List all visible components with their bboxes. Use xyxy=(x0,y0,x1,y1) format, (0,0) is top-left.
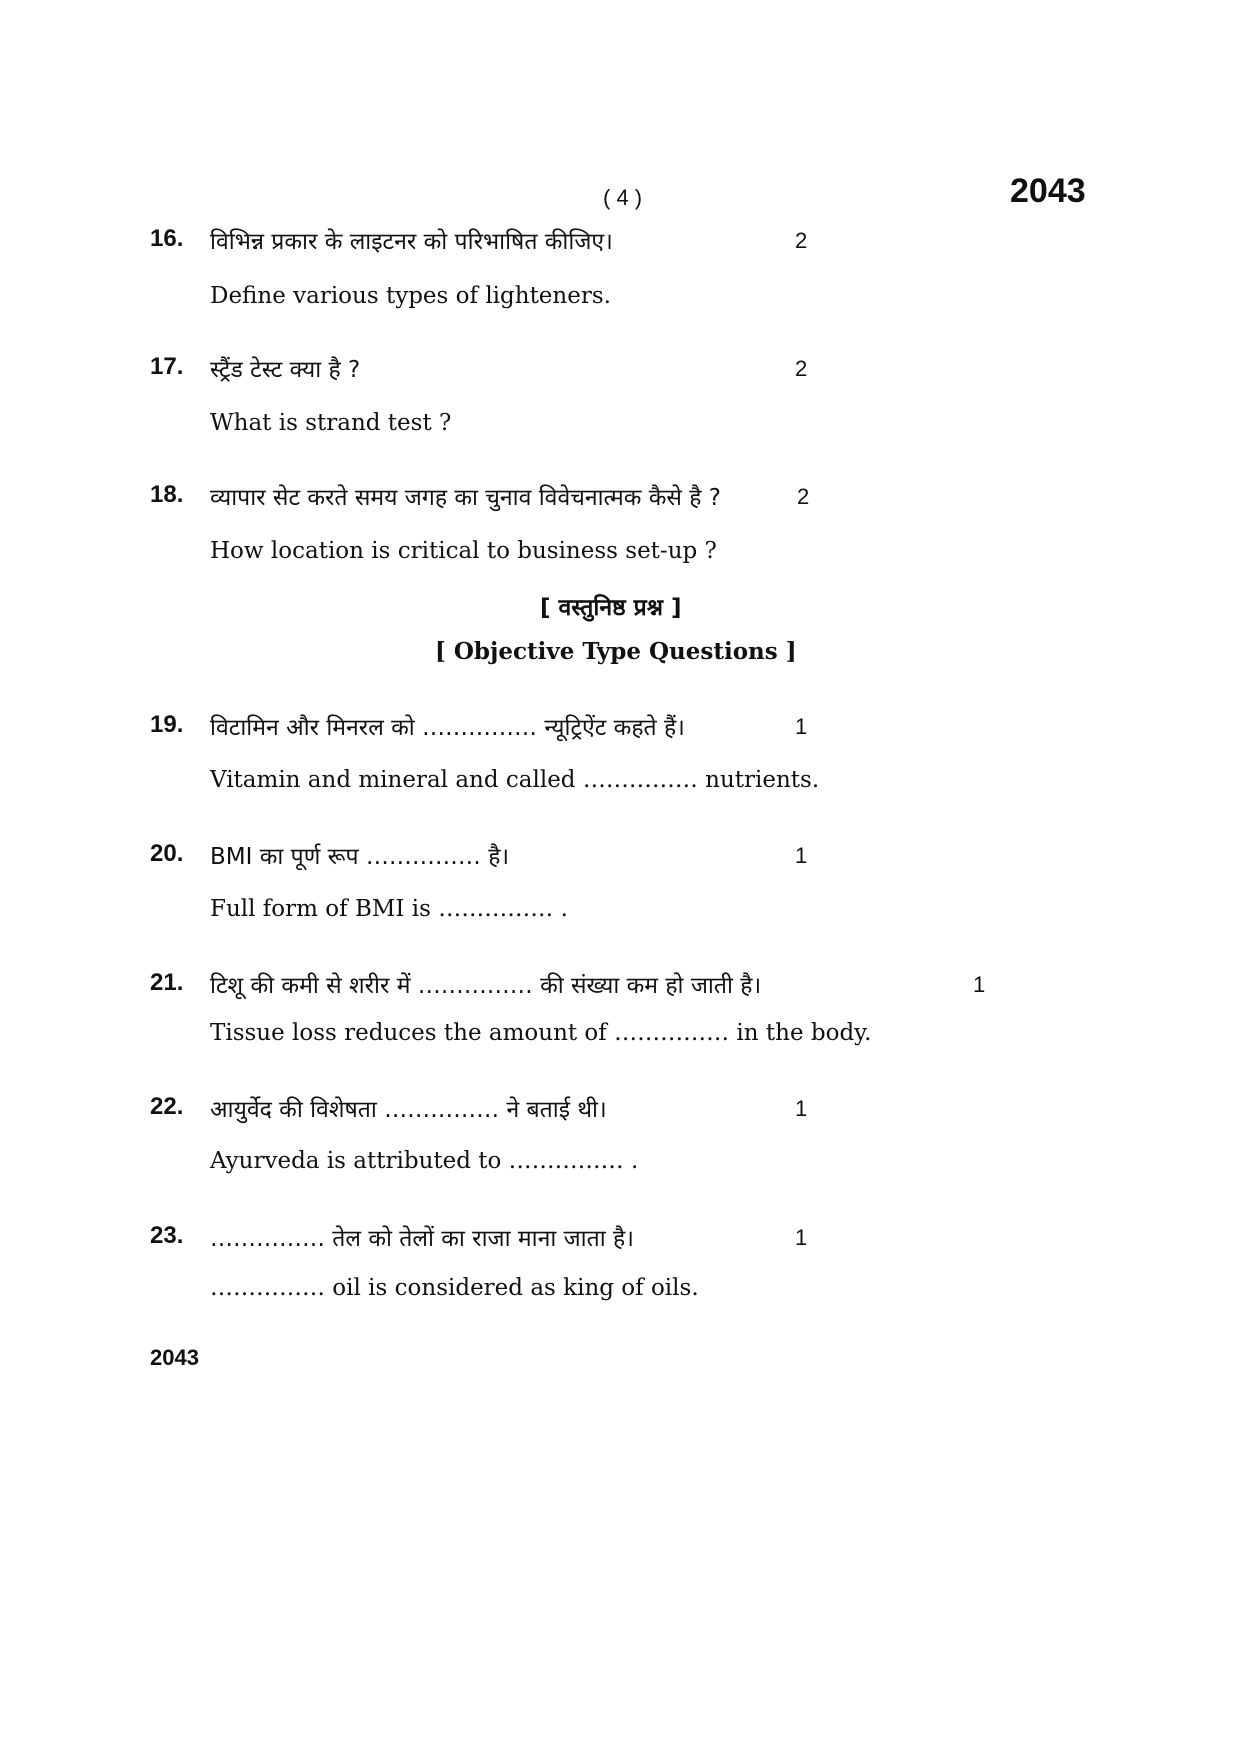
question-marks: 2 xyxy=(795,356,808,381)
paper-code-header: 2043 xyxy=(1010,172,1086,210)
question-text-english: What is strand test ? xyxy=(210,410,452,436)
question-text-hindi: टिशू की कमी से शरीर में …………… की संख्या कम हो जाती है। xyxy=(210,973,762,999)
question-marks: 1 xyxy=(795,714,808,739)
question-text-english: Tissue loss reduces the amount of …………… in the body. xyxy=(210,1020,872,1046)
question-number: 18. xyxy=(150,481,184,508)
section-heading-hindi: [ वस्तुनिष्ठ प्रश्न ] xyxy=(540,595,682,621)
question-text-english: …………… oil is considered as king of oils. xyxy=(210,1275,699,1301)
question-number: 19. xyxy=(150,711,184,738)
question-text-hindi: विटामिन और मिनरल को …………… न्यूट्रिऐंट कहते हैं। xyxy=(210,715,685,741)
question-text-hindi: BMI का पूर्ण रूप …………… है। xyxy=(210,844,510,870)
question-text-hindi: आयुर्वेद की विशेषता …………… ने बताई थी। xyxy=(210,1097,607,1123)
question-marks: 2 xyxy=(797,484,810,509)
question-marks: 1 xyxy=(973,972,986,997)
question-text-hindi: स्ट्रैंड टेस्ट क्या है ? xyxy=(210,357,361,383)
paper-code-footer: 2043 xyxy=(150,1345,199,1370)
question-marks: 1 xyxy=(795,843,808,868)
question-marks: 2 xyxy=(795,228,808,253)
question-number: 22. xyxy=(150,1093,184,1120)
question-marks: 1 xyxy=(795,1096,808,1121)
question-number: 23. xyxy=(150,1222,184,1249)
question-number: 16. xyxy=(150,225,184,252)
question-text-hindi: …………… तेल को तेलों का राजा माना जाता है। xyxy=(210,1226,634,1252)
question-text-english: Full form of BMI is …………… . xyxy=(210,896,568,922)
question-text-hindi: व्यापार सेट करते समय जगह का चुनाव विवेचनात्मक कैसे है ? xyxy=(210,485,722,511)
question-text-hindi: विभिन्न प्रकार के लाइटनर को परिभाषित कीजिए। xyxy=(210,229,613,255)
question-number: 20. xyxy=(150,840,184,867)
question-number: 21. xyxy=(150,969,184,996)
question-text-english: How location is critical to business set-up ? xyxy=(210,538,717,564)
question-marks: 1 xyxy=(795,1225,808,1250)
question-text-english: Define various types of lighteners. xyxy=(210,283,611,309)
page-number: ( 4 ) xyxy=(603,185,643,210)
section-heading-english: [ Objective Type Questions ] xyxy=(435,638,797,665)
question-text-english: Vitamin and mineral and called …………… nutrients. xyxy=(210,767,820,793)
question-text-english: Ayurveda is attributed to …………… . xyxy=(210,1148,639,1174)
question-number: 17. xyxy=(150,353,184,380)
